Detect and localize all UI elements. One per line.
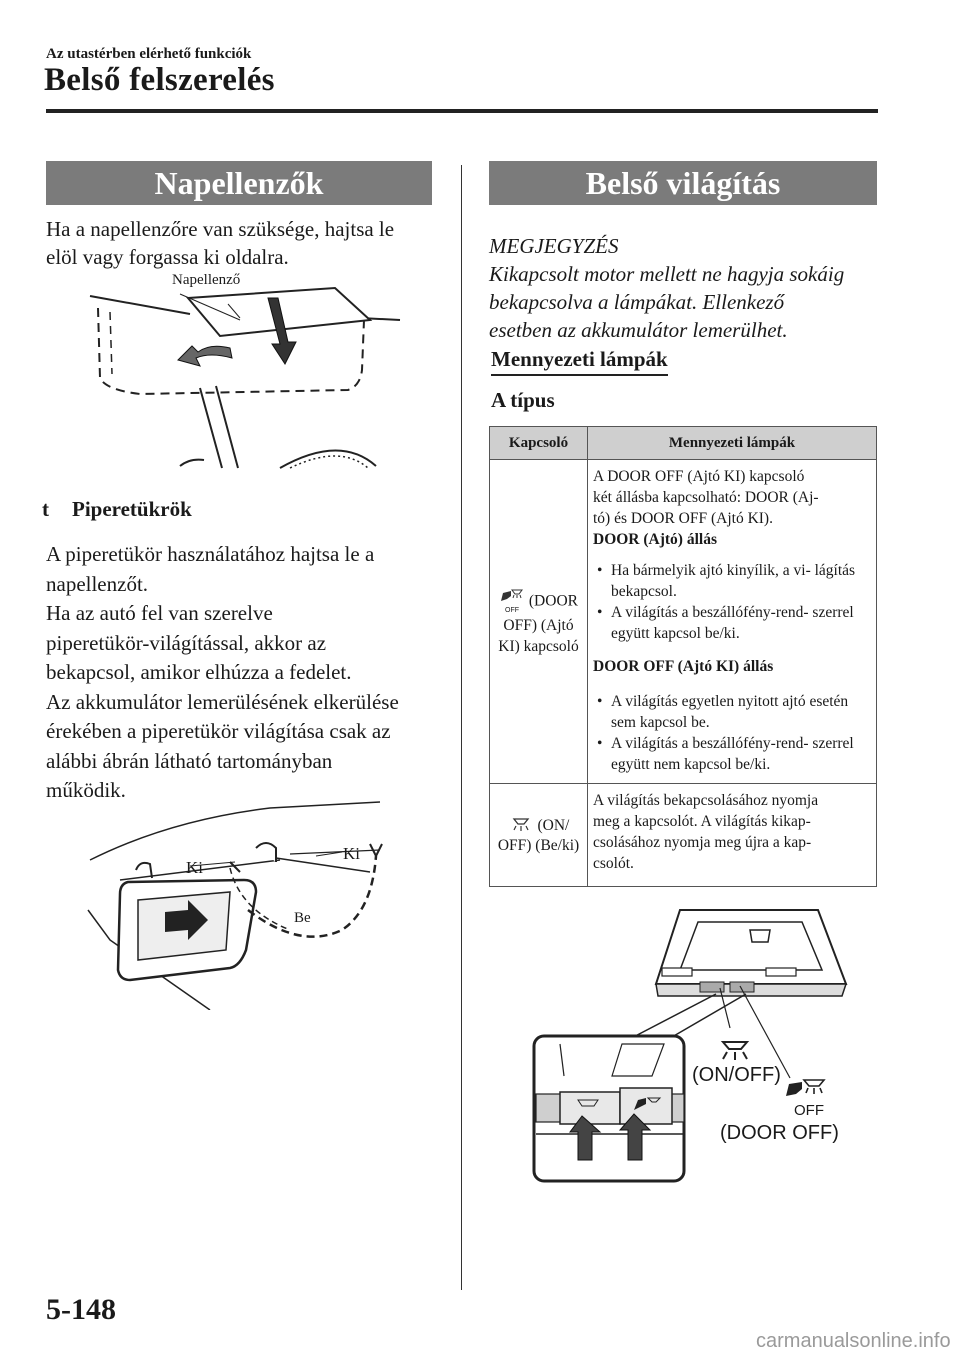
on-off-switch-cell	[490, 784, 588, 887]
mirror-line: Az akkumulátor lemerülésének elkerülése	[46, 689, 399, 714]
ceiling-lamps-heading: Mennyezeti lámpák	[491, 347, 668, 376]
switch-label: KI) kapcsoló	[498, 637, 579, 655]
on-off-caption: (ON/OFF)	[692, 1064, 781, 1086]
note-block	[489, 232, 889, 344]
vanity-mirror-figure	[80, 800, 420, 1010]
table-row	[490, 460, 877, 784]
mirror-heading: Piperetükrök	[72, 497, 192, 521]
note-line: Kikapcsolt motor mellett ne hagyja sokáig	[489, 262, 845, 286]
list-item: • A világítás egyetlen nyitott ajtó esetén sem kapcsol be.	[593, 691, 870, 733]
on-off-lamp-icon	[508, 817, 534, 833]
on-off-description-cell	[588, 784, 877, 887]
type-heading: A típus	[491, 388, 555, 412]
switch-label: OFF) (Ajtó	[503, 616, 574, 634]
switch-table	[489, 426, 877, 887]
table-header: Kapcsoló	[490, 427, 588, 460]
switch-label: (DOOR	[528, 592, 578, 609]
interior-lighting-banner: Belső világítás	[489, 161, 877, 205]
door-off-position-title: DOOR OFF (Ajtó KI) állás	[593, 658, 774, 675]
sun-visor-banner: Napellenzők	[46, 161, 432, 205]
mirror-line: Ha az autó fel van szerelve	[46, 601, 273, 625]
sun-visor-label: Napellenző	[172, 272, 241, 288]
header-rule	[46, 109, 878, 113]
door-off-switch-cell	[490, 460, 588, 784]
page-number: 5-148	[46, 1293, 116, 1326]
sun-visor-figure	[80, 268, 410, 478]
door-position-title: DOOR (Ajtó) állás	[593, 531, 717, 548]
bullet-glyph: t	[42, 497, 49, 521]
mirror-line: alábbi ábrán látható tartományban	[46, 748, 333, 773]
column-divider	[461, 165, 462, 1290]
mirror-line: bekapcsol, amikor elhúzza a fedelet.	[46, 660, 352, 684]
on-off-lamp-icon	[717, 1040, 753, 1062]
note-line: esetben az akkumulátor lemerülhet.	[489, 318, 788, 342]
mirror-line: érekében a piperetükör világítása csak az	[46, 719, 391, 743]
cell-line: A DOOR OFF (Ajtó KI) kapcsoló	[593, 468, 805, 485]
cell-line: két állásba kapcsolható: DOOR (Aj-	[593, 489, 819, 506]
mirror-label-ki-right: Ki	[343, 844, 360, 863]
watermark: carmanualsonline.info	[756, 1330, 951, 1352]
off-caption: OFF	[794, 1102, 824, 1119]
switch-label: OFF) (Be/ki)	[497, 837, 580, 855]
note-line: bekapcsolva a lámpákat. Ellenkező	[489, 290, 785, 314]
door-off-icon-label: OFF	[505, 606, 520, 614]
mirror-line: A piperetükör használatához hajtsa le a	[46, 542, 375, 566]
mirror-label-be: Be	[294, 910, 311, 926]
mirror-line: napellenzőt.	[46, 571, 149, 596]
list-item: • A világítás a beszállófény-rend- szerrel együtt nem kapcsol be/ki.	[593, 733, 870, 775]
intro-line: Ha a napellenzőre van szüksége, hajtsa le	[46, 217, 395, 241]
list-item: • Ha bármelyik ajtó kinyílik, a vi- lágítás bekapcsol.	[593, 560, 870, 602]
door-off-caption: (DOOR OFF)	[720, 1122, 839, 1144]
mirror-text	[46, 540, 456, 806]
intro-line: elöl vagy forgassa ki oldalra.	[46, 245, 289, 269]
table-header: Mennyezeti lámpák	[588, 427, 877, 460]
door-off-lamp-icon	[784, 1076, 830, 1102]
door-off-description-cell	[588, 460, 877, 784]
mirror-label-ki-left: Ki	[186, 858, 203, 877]
table-row	[490, 784, 877, 887]
cell-line: A világítás bekapcsolásához nyomja	[593, 792, 819, 809]
list-item: • A világítás a beszállófény-rend- szerrel együtt kapcsol be/ki.	[593, 602, 870, 644]
cell-line: meg a kapcsolót. A világítás kikap-	[593, 813, 811, 830]
cell-line: csolót.	[593, 855, 634, 872]
intro-text	[46, 215, 446, 271]
switch-label: (ON/	[537, 816, 570, 834]
section-subtitle: Az utastérben elérhető funkciók	[46, 46, 252, 62]
section-title: Belső felszerelés	[44, 62, 275, 98]
note-title: MEGJEGYZÉS	[489, 234, 619, 258]
cell-line: csolásához nyomja meg újra a kap-	[593, 834, 812, 851]
mirror-line: piperetükör-világítással, akkor az	[46, 630, 327, 655]
door-off-lamp-icon	[499, 587, 525, 607]
mirror-line: működik.	[46, 778, 126, 802]
cell-line: tó) és DOOR OFF (Ajtó KI).	[593, 510, 773, 527]
